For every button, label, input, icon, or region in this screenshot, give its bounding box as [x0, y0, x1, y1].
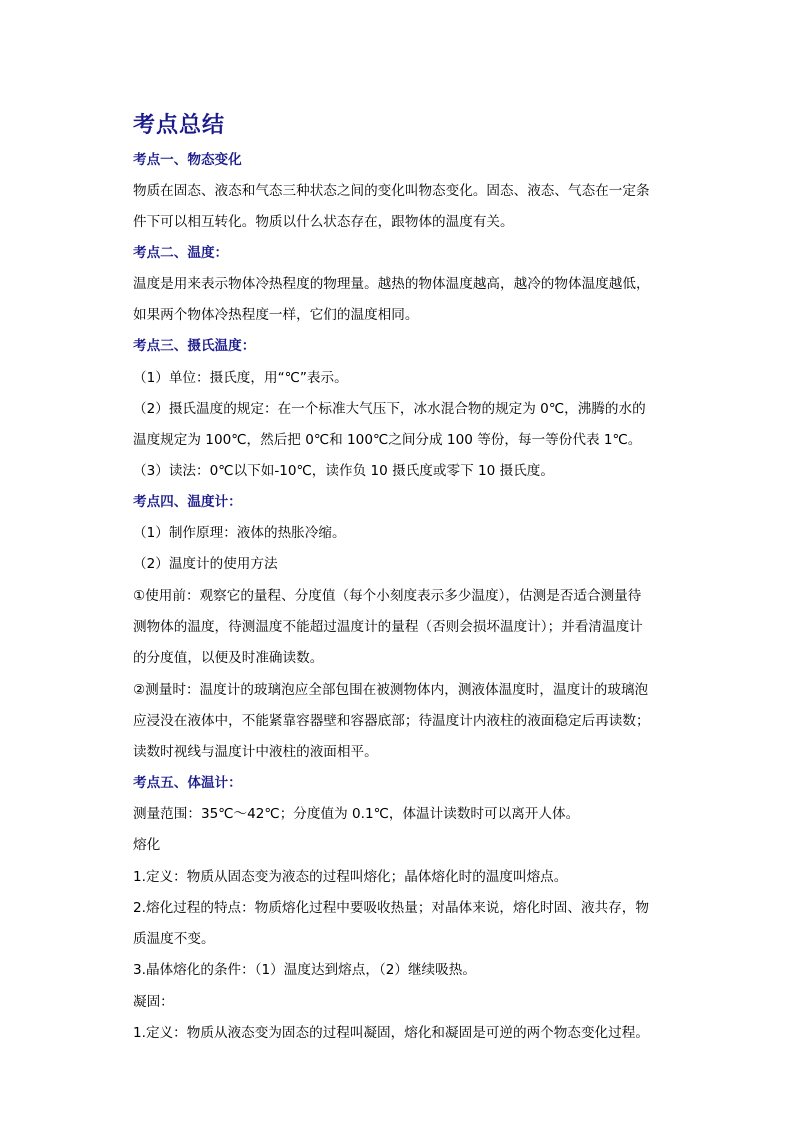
paragraph-line: 2.熔化过程的特点：物质熔化过程中要吸收热量；对晶体来说，熔化时固、液共存，物 — [133, 900, 649, 916]
section-heading: 考点五、体温计： — [133, 775, 242, 791]
paragraph-line: 测量范围：35℃～42℃；分度值为 0.1℃，体温计读数时可以离开人体。 — [133, 806, 580, 822]
paragraph-line: （2）温度计的使用方法 — [133, 556, 278, 572]
page-title: 考点总结 — [133, 113, 226, 138]
paragraph-line: 1.定义：物质从液态变为固态的过程叫凝固，熔化和凝固是可逆的两个物态变化过程。 — [133, 1025, 649, 1041]
paragraph-line: 质温度不变。 — [133, 931, 215, 947]
paragraph-line: （1）单位：摄氏度，用“℃”表示。 — [133, 370, 348, 386]
paragraph-line: ②测量时：温度计的玻璃泡应全部包围在被测物体内，测液体温度时，温度计的玻璃泡 — [133, 682, 649, 698]
paragraph-line: （2）摄氏温度的规定：在一个标准大气压下，冰水混合物的规定为 0℃，沸腾的水的 — [133, 401, 646, 417]
paragraph-line: 温度是用来表示物体冷热程度的物理量。越热的物体温度越高，越冷的物体温度越低， — [133, 276, 650, 292]
paragraph-line: 件下可以相互转化。物质以什么状态存在，跟物体的温度有关。 — [133, 214, 514, 230]
paragraph-line: ①使用前：观察它的量程、分度值（每个小刻度表示多少温度），估测是否适合测量待 — [133, 588, 642, 604]
paragraph-line: 应浸没在液体中，不能紧靠容器壁和容器底部；待温度计内液柱的液面稳定后再读数； — [133, 713, 650, 729]
paragraph-line: 3.晶体熔化的条件：（1）温度达到熔点，（2）继续吸热。 — [133, 962, 476, 978]
paragraph-line: 熔化 — [133, 837, 161, 853]
paragraph-line: 如果两个物体冷热程度一样，它们的温度相同。 — [133, 307, 419, 323]
paragraph-line: 物质在固态、液态和气态三种状态之间的变化叫物态变化。固态、液态、气态在一定条 — [133, 183, 650, 199]
paragraph-line: 温度规定为 100℃，然后把 0℃和 100℃之间分成 100 等份，每一等份代表 1℃。 — [133, 432, 642, 448]
section-heading: 考点二、温度： — [133, 245, 229, 261]
paragraph-line: 1.定义：物质从固态变为液态的过程叫熔化；晶体熔化时的温度叫熔点。 — [133, 869, 568, 885]
paragraph-line: 测物体的温度，待测温度不能超过温度计的量程（否则会损坏温度计）；并看清温度计 — [133, 619, 643, 635]
paragraph-line: （1）制作原理：液体的热胀冷缩。 — [133, 525, 346, 541]
paragraph-line: 凝固： — [133, 994, 174, 1010]
paragraph-line: （3）读法：0℃以下如-10℃，读作负 10 摄氏度或零下 10 摄氏度。 — [133, 463, 554, 479]
paragraph-line: 的分度值，以便及时准确读数。 — [133, 650, 324, 666]
section-heading: 考点一、物态变化 — [133, 152, 242, 168]
paragraph-line: 读数时视线与温度计中液柱的液面相平。 — [133, 744, 378, 760]
section-heading: 考点四、温度计： — [133, 494, 242, 510]
section-heading: 考点三、摄氏温度： — [133, 338, 256, 354]
